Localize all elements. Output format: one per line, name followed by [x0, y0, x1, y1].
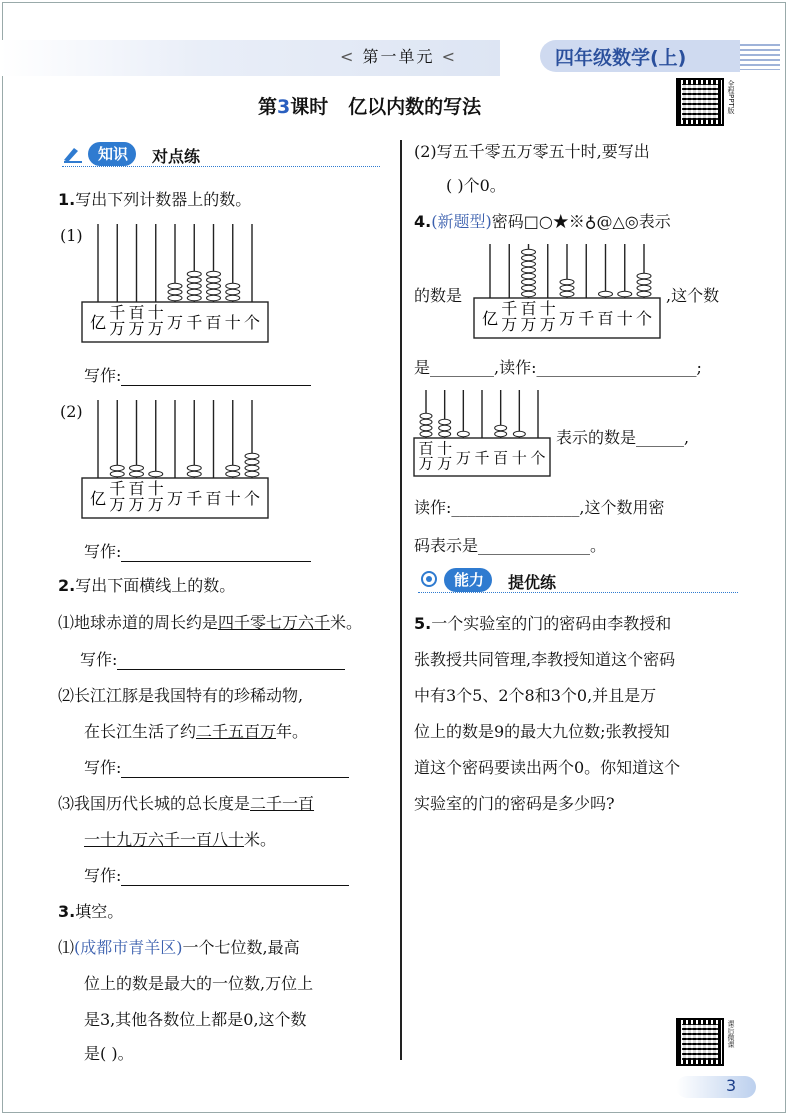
- svg-text:千: 千: [186, 313, 203, 332]
- abacus-bead: [522, 255, 536, 260]
- qr-caption: 课后微课: [727, 1020, 735, 1048]
- abacus-bead: [187, 295, 201, 300]
- abacus-place-label: [90, 313, 106, 332]
- svg-text:亿: 亿: [89, 313, 107, 332]
- answer-blank[interactable]: [121, 869, 349, 886]
- abacus-bead: [130, 465, 144, 470]
- svg-text:百: 百: [205, 489, 222, 508]
- qr-code-icon[interactable]: [676, 1018, 724, 1066]
- section-title-practice: 对点练: [152, 147, 201, 166]
- abacus-place-label: [109, 479, 125, 514]
- abacus-place-label: [597, 309, 613, 328]
- q5-line2: 张教授共同管理,李教授知道这个密码: [414, 650, 676, 669]
- svg-text:万: 万: [558, 309, 576, 328]
- svg-text:千: 千: [109, 479, 126, 498]
- qr-code-icon[interactable]: [676, 78, 724, 126]
- svg-text:万: 万: [166, 489, 184, 508]
- svg-text:万: 万: [418, 454, 434, 473]
- abacus-bead: [522, 261, 536, 266]
- abacus-bead: [637, 273, 651, 278]
- svg-text:千: 千: [109, 303, 126, 322]
- abacus-place-label: [225, 313, 241, 332]
- q3-s2-line2: ( )个0。: [446, 176, 506, 195]
- svg-text:十: 十: [437, 439, 453, 458]
- abacus-bead: [439, 425, 451, 430]
- q2-write2: 写作:: [84, 758, 349, 778]
- svg-text:万: 万: [437, 454, 453, 473]
- abacus-bead: [522, 291, 536, 296]
- svg-text:万: 万: [147, 495, 164, 514]
- svg-text:万: 万: [128, 495, 145, 514]
- abacus-place-label: [474, 449, 489, 467]
- abacus-bead: [149, 471, 163, 476]
- q3-s1-line2: 位上的数是最大的一位数,万位上: [84, 974, 314, 993]
- svg-text:万: 万: [128, 319, 145, 338]
- abacus-place-label: [578, 309, 594, 328]
- q2-s2-line2: 在长江生活了约二千五百万年。: [84, 722, 309, 741]
- q2-write1: 写作:: [80, 650, 345, 670]
- q2-s3-line2: 一十九万六千一百八十米。: [84, 830, 277, 849]
- abacus-bead: [168, 289, 182, 294]
- section-divider: [62, 166, 380, 167]
- svg-text:十: 十: [224, 313, 241, 332]
- q3-s1-line3: 是3,其他各数位上都是0,这个数: [84, 1010, 307, 1029]
- svg-text:百: 百: [597, 309, 614, 328]
- abacus-bead: [226, 289, 240, 294]
- answer-blank[interactable]: [121, 545, 311, 562]
- abacus-place-label: [559, 309, 575, 328]
- svg-text:万: 万: [520, 315, 537, 334]
- q1-write2: 写作:: [84, 542, 311, 562]
- abacus-bead: [420, 425, 432, 430]
- chevron-left-icon: <: [340, 47, 356, 66]
- q1-write1: 写作:: [84, 366, 311, 386]
- page-number: 3: [726, 1076, 737, 1095]
- svg-text:个: 个: [243, 313, 261, 332]
- svg-text:十: 十: [616, 309, 633, 328]
- unit-title: [340, 44, 457, 67]
- abacus-place-label: [167, 313, 183, 332]
- section-badge-ability: 能力: [444, 568, 492, 592]
- unit-label: 第一单元: [362, 47, 435, 66]
- svg-text:百: 百: [128, 479, 145, 498]
- svg-text:个: 个: [635, 309, 653, 328]
- abacus-bead: [522, 279, 536, 284]
- q1-part1-label: (1): [60, 226, 83, 245]
- abacus-bead: [168, 295, 182, 300]
- abacus-place-label: [501, 299, 517, 334]
- abacus-bead: [226, 465, 240, 470]
- page-number-band: [676, 1076, 756, 1098]
- abacus-place-label: [128, 303, 144, 338]
- abacus-bead: [110, 465, 124, 470]
- abacus-place-label: [617, 309, 633, 328]
- svg-text:亿: 亿: [89, 489, 107, 508]
- svg-text:万: 万: [455, 449, 471, 467]
- abacus-place-label: [167, 489, 183, 508]
- abacus-place-label: [456, 449, 471, 467]
- answer-blank[interactable]: [117, 653, 345, 670]
- abacus-bead: [560, 279, 574, 284]
- abacus-bead: [207, 283, 221, 288]
- svg-text:十: 十: [511, 449, 527, 467]
- abacus-bead: [245, 465, 259, 470]
- abacus-place-label: [520, 299, 536, 334]
- q2-s1: ⑴地球赤道的周长约是四千零七万六千米。: [58, 613, 363, 632]
- abacus-place-label: [493, 449, 508, 467]
- q5-line3: 中有3个5、2个8和3个0,并且是万: [414, 686, 657, 705]
- abacus-place-label: [186, 313, 202, 332]
- q4-line6: 码表示是______________。: [414, 536, 607, 555]
- q5-line1: 5.一个实验室的门的密码由李教授和: [414, 614, 672, 633]
- q4-line4: 表示的数是______,: [556, 428, 690, 447]
- abacus-bead: [439, 431, 451, 436]
- section-badge-knowledge: 知识: [88, 142, 136, 166]
- abacus-bead: [522, 285, 536, 290]
- abacus-place-label: [512, 449, 527, 467]
- q3-text: 3.填空。: [58, 902, 124, 921]
- abacus-place-label: [530, 449, 545, 467]
- abacus-bead: [439, 419, 451, 424]
- abacus-place-label: [636, 309, 652, 328]
- svg-text:十: 十: [539, 299, 556, 318]
- q5-line4: 位上的数是9的最大九位数;张教授知: [414, 722, 670, 741]
- abacus-bead: [187, 289, 201, 294]
- abacus-bead: [226, 283, 240, 288]
- abacus-bead: [245, 471, 259, 476]
- abacus-place-label: [148, 303, 164, 338]
- svg-text:千: 千: [578, 309, 595, 328]
- abacus-bead: [207, 289, 221, 294]
- svg-text:十: 十: [147, 303, 164, 322]
- abacus-bead: [599, 291, 613, 296]
- abacus-bead: [245, 459, 259, 464]
- abacus-bead: [495, 431, 507, 436]
- abacus-bead: [226, 295, 240, 300]
- q1-part2-label: (2): [60, 402, 83, 421]
- svg-text:万: 万: [166, 313, 184, 332]
- abacus-bead: [495, 425, 507, 430]
- q4-line2-pre: 的数是: [414, 286, 463, 305]
- abacus-place-label: [482, 309, 498, 328]
- abacus-place-label: [225, 489, 241, 508]
- q4-line2-post: ,这个数: [666, 286, 720, 305]
- abacus-bead: [420, 419, 432, 424]
- svg-text:百: 百: [520, 299, 537, 318]
- svg-text:十: 十: [147, 479, 164, 498]
- abacus-place-label: [186, 489, 202, 508]
- abacus-bead: [522, 273, 536, 278]
- q1-text: 1.写出下列计数器上的数。: [58, 190, 252, 209]
- abacus-place-label: [148, 479, 164, 514]
- svg-text:万: 万: [147, 319, 164, 338]
- abacus-place-label: [418, 440, 433, 473]
- svg-text:万: 万: [539, 315, 556, 334]
- abacus-bead: [187, 271, 201, 276]
- svg-text:百: 百: [493, 449, 509, 467]
- q2-write3: 写作:: [84, 866, 349, 886]
- abacus-bead: [187, 465, 201, 470]
- abacus-bead: [226, 471, 240, 476]
- q4-line3: 是________,读作:____________________;: [414, 358, 702, 377]
- abacus-place-label: [90, 489, 106, 508]
- q4-line1: 4.(新题型)密码□○★※♁@△◎表示: [414, 212, 671, 231]
- svg-text:千: 千: [474, 449, 490, 467]
- abacus-bead: [207, 295, 221, 300]
- abacus-place-label: [205, 313, 221, 332]
- svg-text:百: 百: [418, 439, 434, 458]
- abacus-place-label: [109, 303, 125, 338]
- abacus-bead: [560, 291, 574, 296]
- q3-s2-line1: (2)写五千零五万零五十时,要写出: [414, 142, 650, 161]
- abacus-bead: [513, 431, 525, 436]
- q2-text: 2.写出下面横线上的数。: [58, 576, 236, 595]
- abacus-bead: [637, 291, 651, 296]
- svg-text:万: 万: [501, 315, 518, 334]
- abacus-bead: [130, 471, 144, 476]
- abacus-bead: [245, 453, 259, 458]
- svg-text:千: 千: [501, 299, 518, 318]
- abacus-2: [80, 396, 270, 520]
- svg-text:百: 百: [205, 313, 222, 332]
- pencil-book-icon: [62, 142, 84, 164]
- svg-text:亿: 亿: [481, 309, 499, 328]
- svg-text:十: 十: [224, 489, 241, 508]
- abacus-bead: [522, 267, 536, 272]
- abacus-bead: [207, 271, 221, 276]
- chevron-right-icon: <: [441, 47, 458, 66]
- svg-text:千: 千: [186, 489, 203, 508]
- svg-text:万: 万: [109, 319, 126, 338]
- svg-text:百: 百: [128, 303, 145, 322]
- abacus-bead: [618, 291, 632, 296]
- abacus-4: [412, 386, 552, 478]
- qr-caption: 全程PPT版: [727, 80, 735, 114]
- abacus-bead: [187, 277, 201, 282]
- abacus-bead: [637, 279, 651, 284]
- answer-blank[interactable]: [121, 369, 311, 386]
- q5-line5: 道这个密码要读出两个0。你知道这个: [414, 758, 681, 777]
- q2-s2-line1: ⑵长江江豚是我国特有的珍稀动物,: [58, 686, 304, 705]
- svg-text:万: 万: [109, 495, 126, 514]
- abacus-place-label: [128, 479, 144, 514]
- abacus-bead: [187, 471, 201, 476]
- section-divider: [418, 592, 738, 593]
- svg-text:个: 个: [530, 449, 546, 467]
- q2-s3-line1: ⑶我国历代长城的总长度是二千一百: [58, 794, 315, 813]
- abacus-place-label: [244, 489, 260, 508]
- lesson-title: 第3课时 亿以内数的写法: [258, 96, 482, 118]
- header-stripes: [740, 44, 780, 70]
- q5-line6: 实验室的门的密码是多少吗?: [414, 794, 615, 813]
- q3-s1-line4: 是( )。: [84, 1044, 134, 1063]
- abacus-place-label: [437, 440, 452, 473]
- abacus-bead: [110, 471, 124, 476]
- section-title-improve: 提优练: [508, 573, 557, 592]
- abacus-1: [80, 220, 270, 344]
- svg-text:个: 个: [243, 489, 261, 508]
- q4-line5: 读作:________________,这个数用密: [414, 498, 665, 517]
- abacus-3: [472, 240, 662, 340]
- abacus-place-label: [205, 489, 221, 508]
- grade-label: 四年级数学(上): [555, 47, 687, 69]
- q3-s1-line1: ⑴(成都市青羊区)一个七位数,最高: [58, 938, 300, 957]
- abacus-bead: [457, 431, 469, 436]
- abacus-bead: [560, 285, 574, 290]
- answer-blank[interactable]: [121, 761, 349, 778]
- abacus-bead: [637, 285, 651, 290]
- abacus-bead: [522, 249, 536, 254]
- abacus-bead: [207, 277, 221, 282]
- abacus-place-label: [540, 299, 556, 334]
- gear-bulb-icon: [418, 568, 440, 590]
- abacus-bead: [168, 283, 182, 288]
- abacus-place-label: [244, 313, 260, 332]
- abacus-bead: [187, 283, 201, 288]
- abacus-bead: [420, 413, 432, 418]
- column-divider: [400, 140, 402, 1060]
- abacus-bead: [420, 431, 432, 436]
